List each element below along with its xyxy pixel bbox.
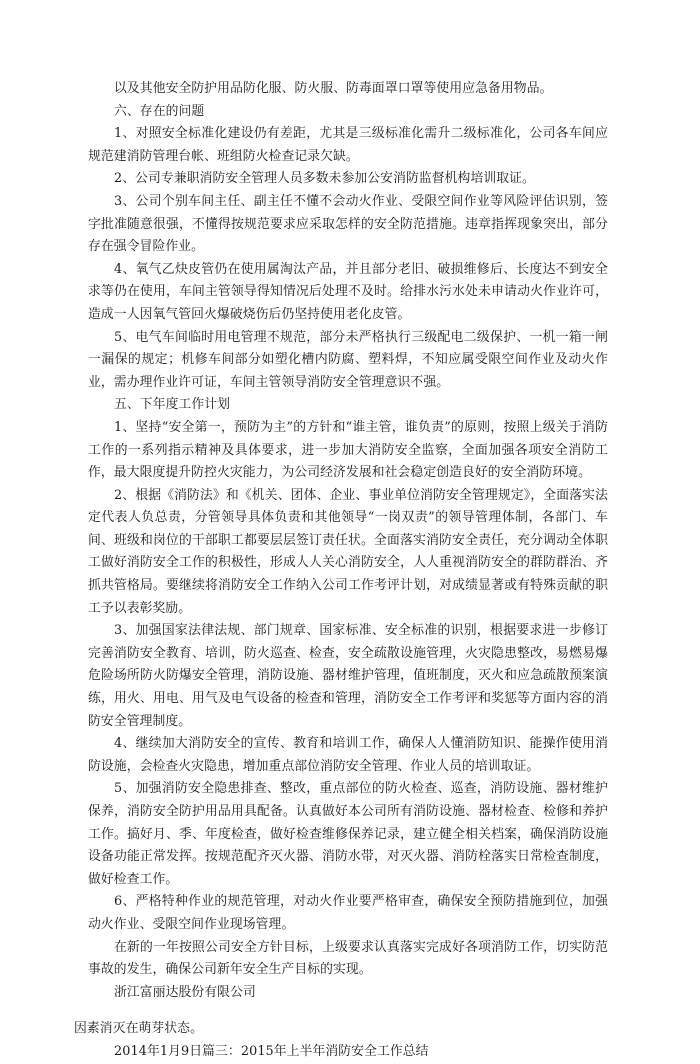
paragraph: 5、加强消防安全隐患排查、整改，重点部位的防火检查、巡查，消防设施、器材维护保养，消防安全防护用品用具配备。认真做好本公司所有消防设施、器材检查、检修和养护工作。搞好月、季、年度检查，做好检查维修保养记录，建立健全相关档案，确保消防设施设备功能正常发挥。按规范配齐灭火器、消防水带，对灭火器、消防栓落实日常检查制度，做好检查工作。 xyxy=(88,781,608,887)
paragraph: 1、坚持“安全第一，预防为主”的方针和“谁主管，谁负责”的原则，按照上级关于消防工作的一系列指示精神及具体要求，进一步加大消防安全监察，全面加强各项安全消防工作，最大限度提升防控火灾能力，为公司经济发展和社会稳定创造良好的安全消防环境。 xyxy=(88,419,608,481)
paragraph: 2、根据《消防法》和《机关、团体、企业、事业单位消防安全管理规定》，全面落实法定代表人负总责，分管领导具体负责和其他领导“一岗双责”的领导管理体制，各部门、车间、班级和岗位的干部职工都要层层签订责任状。全面落实消防安全责任，充分调动全体职工做好消防安全工作的积极性，形成人人关心消防安全，人人重视消防安全的群防群治、齐抓共管格局。要继续将消防安全工作纳入公司工作考评计划，对成绩显著或有特殊贡献的职工予以表彰奖励。 xyxy=(88,487,608,616)
paragraph: 6、严格特种作业的规范管理，对动火作业要严格审查，确保安全预防措施到位，加强动火作业、受限空间作业现场管理。 xyxy=(88,894,608,932)
paragraph: 4、继续加大消防安全的宣传、教育和培训工作，确保人人懂消防知识、能操作使用消防设施，会检查火灾隐患，增加重点部位消防安全管理、作业人员的培训取证。 xyxy=(88,736,608,774)
paragraph: 在新的一年按照公司安全方针目标，上级要求认真落实完成好各项消防工作，切实防范事故的发生，确保公司新年安全生产目标的实现。 xyxy=(88,939,608,978)
paragraph: 因素消灭在萌芽状态。 xyxy=(74,1021,203,1037)
paragraph: 以及其他安全防护用品防化服、防火服、防毒面罩口罩等使用应急备用物品。 xyxy=(114,81,553,96)
blank-line xyxy=(88,1004,608,1018)
paragraph: 3、加强国家法律法规、部门规章、国家标准、安全标准的识别，根据要求进一步修订完善消防安全教育、培训，防火巡查、检查，安全疏散设施管理，火灾隐患整改，易燃易爆危险场所防火防爆安全管理，消防设施、器材维护管理，值班制度，灭火和应急疏散预案演练，用火、用电、用气及电气设备的检查和管理，消防安全工作考评和奖惩等方面内容的消防安全管理制度。 xyxy=(88,623,608,729)
paragraph: 4、氧气乙炔皮管仍在使用属淘汰产品，并且部分老旧、破损维修后、长度达不到安全求等仍在使用，车间主管领导得知情况后处理不及时。给排水污水处未申请动火作业许可，造成一人因氧气管回火爆破烧伤后仍坚持使用老化皮管。 xyxy=(88,261,608,322)
paragraph: 1、对照安全标准化建设仍有差距，尤其是三级标准化需升二级标准化，公司各车间应规范建消防管理台帐、班组防火检查记录欠缺。 xyxy=(88,126,608,164)
paragraph: 2014年1月9日篇三：2015年上半年消防安全工作总结 xyxy=(114,1043,429,1059)
paragraph: 五、下年度工作计划 xyxy=(114,397,231,413)
paragraph: 3、公司个别车间主任、副主任不懂不会动火作业、受限空间作业等风险评估识别，签字批准随意很强，不懂得按规范要求应采取怎样的安全防范措施。违章指挥现象突出，部分存在强令冒险作业。 xyxy=(88,193,608,255)
paragraph: 5、电气车间临时用电管理不规范，部分未严格执行三级配电二级保护、一机一箱一闸一漏保的规定；机修车间部分如塑化槽内防腐、塑料焊，不知应属受限空间作业及动火作业，需办理作业许可证，车间主管领导消防安全管理意识不强。 xyxy=(88,329,608,390)
paragraph: 2、公司专兼职消防安全管理人员多数未参加公安消防监督机构培训取证。 xyxy=(114,171,535,187)
document-page xyxy=(74,78,608,1064)
paragraph: 浙江富丽达股份有限公司 xyxy=(114,984,256,1000)
paragraph: 六、存在的问题 xyxy=(114,103,205,119)
